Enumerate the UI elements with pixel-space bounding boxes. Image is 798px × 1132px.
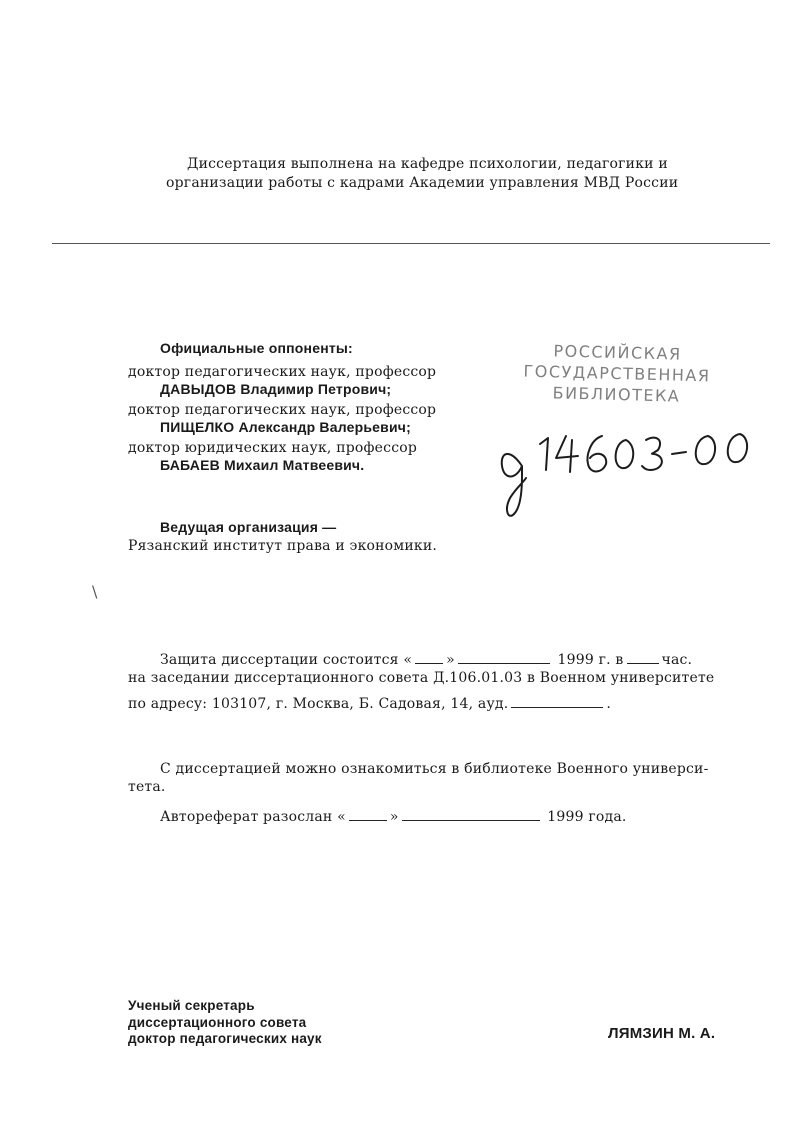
defense-text-b: »	[446, 652, 455, 668]
opponent-1-name: ДАВЫДОВ Владимир Петрович;	[160, 381, 392, 397]
mailed-line	[160, 808, 627, 825]
opponents-heading: Официальные оппоненты:	[160, 340, 353, 356]
opponent-3-name: БАБАЕВ Михаил Матвеевич.	[160, 457, 365, 473]
header-line-1: Диссертация выполнена на кафедре психологии, педагогики и	[187, 156, 668, 172]
defense-text-d: час.	[661, 652, 693, 668]
mailed-text-b: »	[389, 809, 399, 825]
defense-line-2: на заседании диссертационного совета Д.106.01.03 в Военном университете	[128, 670, 715, 686]
blank-mail-day	[349, 808, 387, 821]
secretary-line-2: диссертационного совета	[128, 1015, 307, 1030]
faint-mark: \	[92, 582, 98, 601]
opponent-3-title: доктор юридических наук, профессор	[128, 440, 418, 456]
stamp-line-1: РОССИЙСКАЯ	[553, 341, 682, 364]
defense-line-1	[160, 651, 692, 668]
blank-hour	[627, 651, 659, 664]
secretary-line-1: Ученый секретарь	[128, 998, 255, 1013]
blank-room	[511, 695, 603, 708]
defense-text-a: Защита диссертации состоится «	[160, 652, 413, 668]
blank-day	[415, 651, 443, 664]
defense-text-end: .	[606, 696, 612, 712]
leading-org-name: Рязанский институт права и экономики.	[128, 538, 438, 554]
header-line-2: организации работы с кадрами Академии управления МВД России	[166, 175, 679, 191]
stamp-line-3: БИБЛИОТЕКА	[552, 383, 681, 406]
defense-address: по адресу: 103107, г. Москва, Б. Садовая, 14, ауд.	[128, 696, 509, 712]
defense-line-3	[128, 695, 611, 712]
defense-text-c: 1999 г. в	[557, 652, 624, 668]
blank-month	[458, 651, 550, 664]
library-line-2: тета.	[128, 779, 166, 795]
blank-mail-month	[402, 808, 540, 821]
leading-org-heading: Ведущая организация —	[160, 519, 337, 535]
mailed-text-a: Автореферат разослан «	[160, 809, 346, 825]
secretary-line-3: доктор педагогических наук	[128, 1031, 322, 1046]
stamp-line-2: ГОСУДАРСТВЕННАЯ	[523, 361, 711, 386]
library-line-1: С диссертацией можно ознакомиться в библиотеке Военного универси-	[160, 761, 709, 777]
library-full-text	[0, 0, 1, 1]
opponent-1-title: доктор педагогических наук, профессор	[128, 364, 437, 380]
opponent-2-title: доктор педагогических наук, профессор	[128, 402, 437, 418]
catalog-number-text	[500, 430, 501, 431]
mailed-text-c: 1999 года.	[547, 809, 627, 825]
secretary-name: ЛЯМЗИН М. А.	[608, 1025, 716, 1042]
opponent-2-name: ПИЩЕЛКО Александр Валерьевич;	[160, 419, 411, 435]
